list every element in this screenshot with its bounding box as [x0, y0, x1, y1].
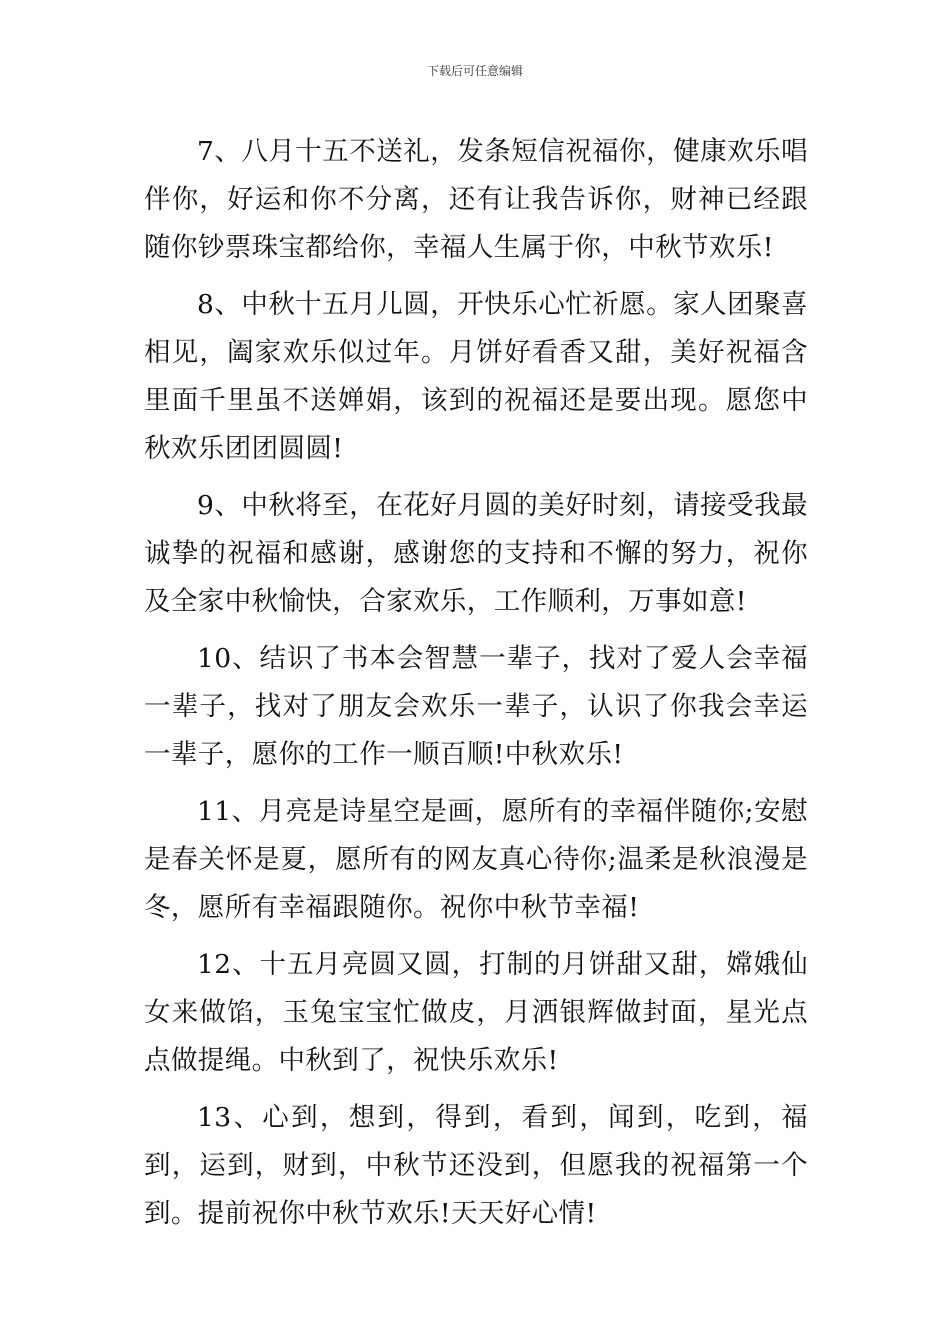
paragraph-13: 13、心到，想到，得到，看到，闻到，吃到，福到，运到，财到，中秋节还没到，但愿我的祝福第一个到。提前祝你中秋节欢乐!天天好心情!	[144, 1102, 808, 1229]
paragraph-9: 9、中秋将至，在花好月圆的美好时刻，请接受我最诚挚的祝福和感谢，感谢您的支持和不懈的努力，祝你及全家中秋愉快，合家欢乐，工作顺利，万事如意!	[144, 490, 808, 617]
paragraph-8: 8、中秋十五月儿圆，开快乐心忙祈愿。家人团聚喜相见，阖家欢乐似过年。月饼好看香又甜，美好祝福含里面千里虽不送婵娟，该到的祝福还是要出现。愿您中秋欢乐团团圆圆!	[144, 289, 808, 464]
page-header: 下载后可任意编辑	[426, 64, 523, 78]
paragraph-10: 10、结识了书本会智慧一辈子，找对了爱人会幸福一辈子，找对了朋友会欢乐一辈子，认识了你我会幸运一辈子，愿你的工作一顺百顺!中秋欢乐!	[144, 643, 808, 770]
paragraph-12: 12、十五月亮圆又圆，打制的月饼甜又甜，嫦娥仙女来做馅，玉兔宝宝忙做皮，月洒银辉做封面，星光点点做提绳。中秋到了，祝快乐欢乐!	[144, 949, 808, 1076]
paragraph-11: 11、月亮是诗星空是画，愿所有的幸福伴随你;安慰是春关怀是夏，愿所有的网友真心待你;温柔是秋浪漫是冬，愿所有幸福跟随你。祝你中秋节幸福!	[144, 796, 808, 923]
paragraph-7: 7、八月十五不送礼，发条短信祝福你，健康欢乐唱伴你，好运和你不分离，还有让我告诉你，财神已经跟随你钞票珠宝都给你，幸福人生属于你，中秋节欢乐!	[144, 136, 808, 263]
document-body	[144, 128, 808, 1247]
